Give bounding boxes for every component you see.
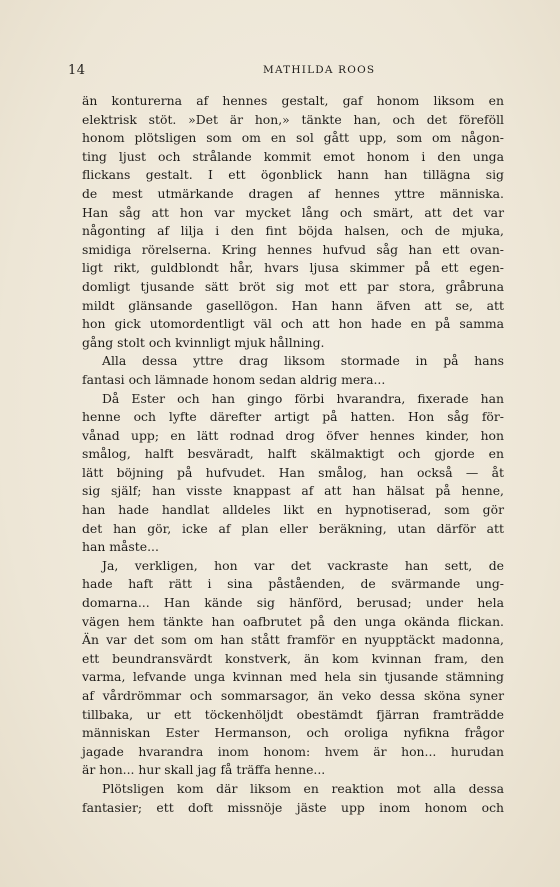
text-line: ligt rikt, guldblondt hår, hvars ljusa skimmer på ett egen- xyxy=(82,260,504,276)
text-line: Då Ester och han gingo förbi hvarandra, fixerade han xyxy=(102,390,504,406)
text-line: någonting af lilja i den fint böjda halsen, och de mjuka, xyxy=(82,223,504,239)
text-line: sig själf; han visste knappast af att han hälsat på henne, xyxy=(82,483,504,499)
text-line: elektrisk stöt. »Det är hon,» tänkte han, och det föreföll xyxy=(82,111,504,127)
text-line: hon gick utomordentligt väl och att hon hade en på samma xyxy=(82,316,504,332)
text-line: lätt böjning på hufvudet. Han smålog, han också — åt xyxy=(82,464,504,480)
text-line: fantasi och lämnade honom sedan aldrig mera... xyxy=(82,371,386,387)
text-line: de mest utmärkande dragen af hennes yttre människa. xyxy=(82,185,504,201)
text-line: Plötsligen kom där liksom en reaktion mot alla dessa xyxy=(102,780,504,796)
page-number: 14 xyxy=(68,63,86,78)
text-line: mildt glänsande gasellögon. Han hann äfven att se, att xyxy=(82,297,504,313)
text-line: varma, lefvande unga kvinnan med hela sin tjusande stämning xyxy=(82,669,504,685)
text-line: ett beundransvärdt konstverk, än kom kvinnan fram, den xyxy=(82,650,504,666)
text-line: Han såg att hon var mycket lång och smärt, att det var xyxy=(82,204,504,220)
text-line: Alla dessa yttre drag liksom stormade in på hans xyxy=(102,353,504,369)
text-line: han hade handlat alldeles likt en hypnotiserad, som gör xyxy=(82,502,504,518)
page-header xyxy=(68,63,508,81)
text-line: fantasier; ett doft missnöje jäste upp inom honom och xyxy=(82,799,504,815)
text-line: domligt tjusande sätt bröt sig mot ett par stora, gråbruna xyxy=(82,278,504,294)
text-line: han måste... xyxy=(82,539,159,555)
body-text xyxy=(82,92,504,817)
text-line: domarna... Han kände sig hänförd, berusad; under hela xyxy=(82,595,504,611)
text-line: gång stolt och kvinnligt mjuk hållning. xyxy=(82,334,325,350)
text-line: är hon... hur skall jag få träffa henne... xyxy=(82,762,326,778)
text-line: jagade hvarandra inom honom: hvem är hon... hurudan xyxy=(82,743,504,759)
text-line: flickans gestalt. I ett ögonblick hann han tillägna sig xyxy=(82,167,504,183)
text-line: smidiga rörelserna. Kring hennes hufvud såg han ett ovan- xyxy=(82,241,504,257)
text-line: honom plötsligen som om en sol gått upp, som om någon- xyxy=(82,130,504,146)
text-line: smålog, halft besväradt, halft skälmaktigt och gjorde en xyxy=(82,446,504,462)
text-line: Ja, verkligen, hon var det vackraste han sett, de xyxy=(102,557,504,573)
text-line: ting ljust och strålande kommit emot honom i den unga xyxy=(82,148,504,164)
text-line: det han gör, icke af plan eller beräkning, utan därför att xyxy=(82,520,504,536)
text-line: henne och lyfte därefter artigt på hatten. Hon såg för- xyxy=(82,409,504,425)
running-head: MATHILDA ROOS xyxy=(263,64,376,76)
text-line: Än var det som om han stått framför en nyupptäckt madonna, xyxy=(82,632,504,648)
text-line: vägen hem tänkte han oafbrutet på den unga okända flickan. xyxy=(82,613,504,629)
text-line: af vårdrömmar och sommarsagor, än veko dessa sköna syner xyxy=(82,688,504,703)
text-line: vånad upp; en lätt rodnad drog öfver hennes kinder, hon xyxy=(82,427,504,443)
text-line: hade haft rätt i sina påståenden, de svärmande ung- xyxy=(82,576,504,592)
text-line: människan Ester Hermanson, och oroliga nyfikna frågor xyxy=(82,725,504,741)
text-line: tillbaka, ur ett töckenhöljdt obestämdt fjärran framträdde xyxy=(82,706,504,722)
text-line: än konturerna af hennes gestalt, gaf honom liksom en xyxy=(82,93,504,108)
